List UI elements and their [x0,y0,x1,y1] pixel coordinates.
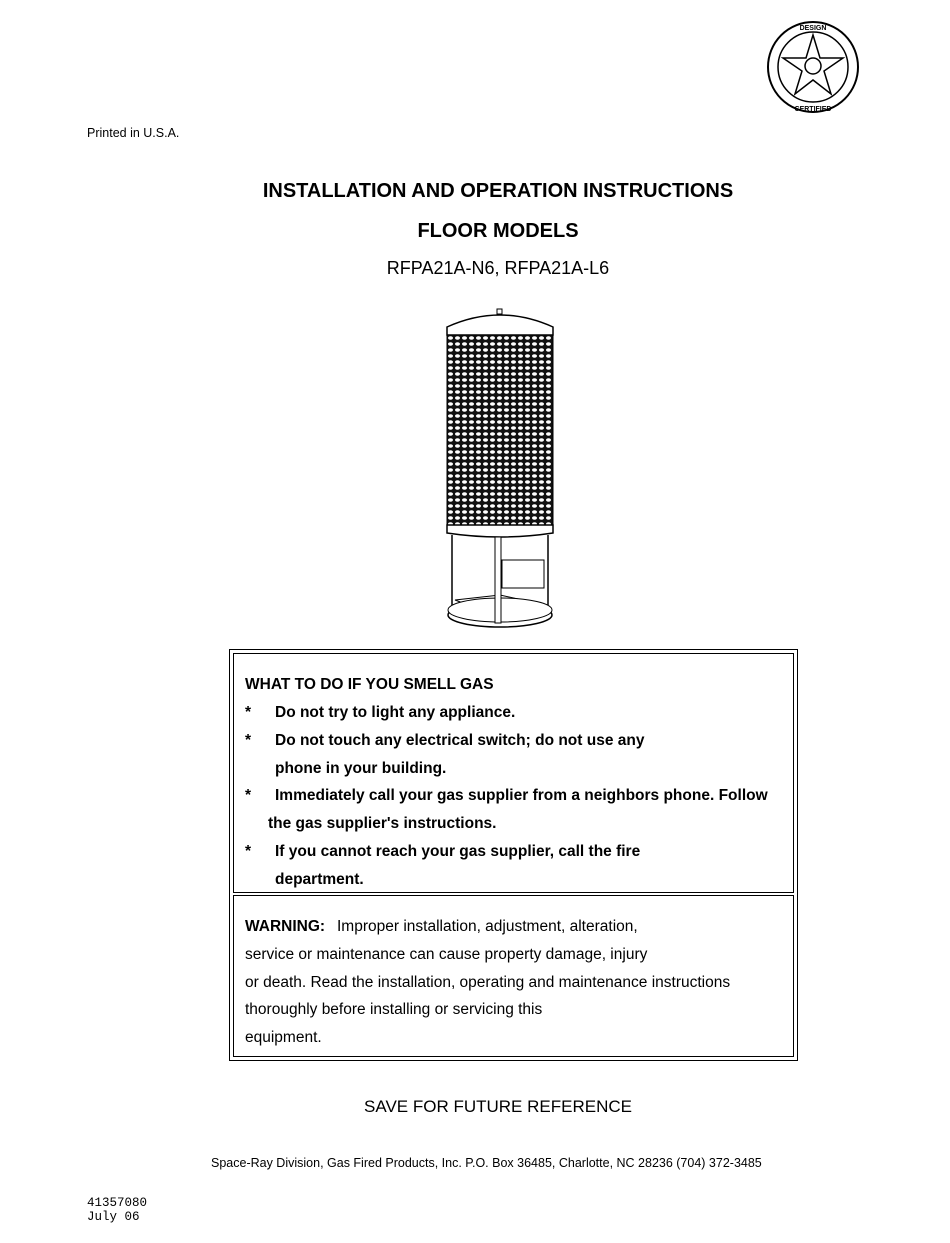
printed-in-label: Printed in U.S.A. [87,126,180,140]
bullet: * [245,787,252,804]
warning-text: equipment. [245,1029,322,1046]
heater-illustration [440,305,560,635]
bullet: * [245,704,252,721]
smell-gas-heading: WHAT TO DO IF YOU SMELL GAS [245,676,494,693]
bullet: * [245,732,252,749]
model-numbers: RFPA21A-N6, RFPA21A-L6 [386,258,610,278]
document-number: 41357080 [87,1196,148,1210]
company-address: Space-Ray Division, Gas Fired Products, Inc. P.O. Box 36485, Charlotte, NC 28236 (704) 372-3485 [211,1156,762,1170]
gas-instruction: the gas supplier's instructions. [268,815,497,832]
warning-text: Improper installation, adjustment, alteration, [337,918,638,935]
gas-instruction: Do not touch any electrical switch; do not use any [275,732,645,749]
save-reference-note: SAVE FOR FUTURE REFERENCE [364,1097,632,1116]
svg-text:CERTIFIED: CERTIFIED [794,106,832,113]
design-certified-seal-logo [765,18,861,116]
warning-text: thoroughly before installing or servicing this [245,1001,543,1018]
gas-instruction: department. [275,871,364,888]
svg-text:DESIGN: DESIGN [799,25,827,32]
warning-text: or death. Read the installation, operating and maintenance instructions [245,974,731,991]
warning-text: service or maintenance can cause property damage, injury [245,946,648,963]
gas-instruction: If you cannot reach your gas supplier, call the fire [275,843,641,860]
document-date: July 06 [87,1210,140,1224]
document-title: INSTALLATION AND OPERATION INSTRUCTIONS [262,180,734,202]
gas-instruction: Immediately call your gas supplier from a neighbors phone. Follow [275,787,768,804]
bullet: * [245,843,252,860]
document-subtitle: FLOOR MODELS [417,220,579,242]
gas-instruction: Do not try to light any appliance. [275,704,516,721]
gas-instruction: phone in your building. [275,760,447,777]
warning-label: WARNING: [245,918,326,935]
